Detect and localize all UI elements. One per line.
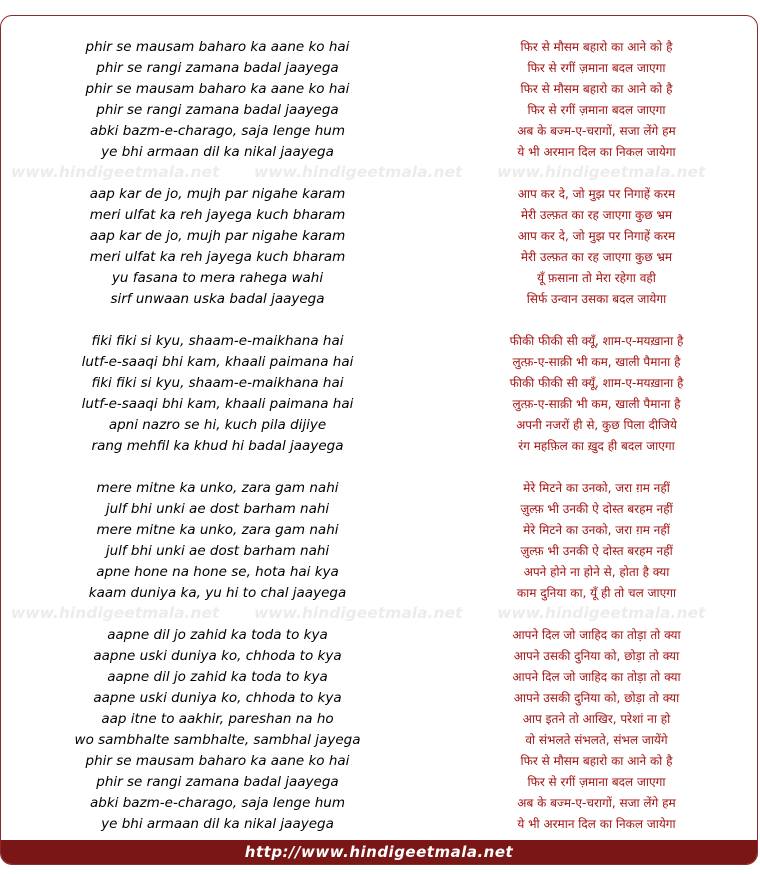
stanza-gap xyxy=(434,310,758,331)
lyric-line-roman: meri ulfat ka reh jayega kuch bharam xyxy=(89,249,346,265)
lyric-line-roman: phir se mausam baharo ka aane ko hai xyxy=(85,39,350,55)
watermark-text: www.hindigeetmala.net xyxy=(11,163,220,181)
lyric-line-roman: lutf-e-saaqi bhi kam, khaali paimana hai xyxy=(81,396,354,412)
stanza-gap xyxy=(434,457,758,478)
hindi-lyrics-column xyxy=(434,37,758,835)
lyric-line-hindi: अपनी नजरों ही से, कुछ पिला दीजिये xyxy=(516,418,677,432)
lyric-line-roman: phir se rangi zamana badal jaayega xyxy=(96,60,339,76)
lyric-line-roman: aapne dil jo zahid ka toda to kya xyxy=(107,669,328,685)
lyric-line-hindi: फिर से मौसम बहारो का आने को है xyxy=(520,40,673,54)
lyric-line-roman: aapne dil jo zahid ka toda to kya xyxy=(107,627,328,643)
lyric-line-roman: phir se mausam baharo ka aane ko hai xyxy=(85,753,350,769)
lyric-line-hindi: अब के बज्म-ए-चरागों, सजा लेंगे हम xyxy=(517,124,676,138)
lyric-line-roman: mere mitne ka unko, zara gam nahi xyxy=(96,522,339,538)
lyric-line-roman: apne hone na hone se, hota hai kya xyxy=(96,564,339,580)
lyric-line-hindi: ये भी अरमान दिल का निकल जायेगा xyxy=(517,817,676,831)
lyric-line-roman: aap itne to aakhir, pareshan na ho xyxy=(101,711,334,727)
lyric-line-hindi: यूँ फ़साना तो मेरा रहेगा वही xyxy=(537,271,656,285)
roman-lyrics-column xyxy=(1,37,434,835)
lyric-line-roman: meri ulfat ka reh jayega kuch bharam xyxy=(89,207,346,223)
lyric-line-roman: mere mitne ka unko, zara gam nahi xyxy=(96,480,339,496)
lyric-line-roman: aapne uski duniya ko, chhoda to kya xyxy=(93,648,342,664)
lyric-line-hindi: आपने दिल जो जाहिद का तोड़ा तो क्या xyxy=(512,670,681,684)
lyric-line-hindi: लुत्फ़-ए-साक़ी भी कम, खाली पैमाना है xyxy=(512,355,681,369)
watermark-text: www.hindigeetmala.net xyxy=(497,163,706,181)
lyric-line-roman: aap kar de jo, mujh par nigahe karam xyxy=(89,228,346,244)
watermark-text: www.hindigeetmala.net xyxy=(254,604,463,622)
lyric-line-roman: ye bhi armaan dil ka nikal jaayega xyxy=(101,816,334,832)
lyric-line-hindi: फिर से मौसम बहारो का आने को है xyxy=(520,754,673,768)
lyric-line-roman: lutf-e-saaqi bhi kam, khaali paimana hai xyxy=(81,354,354,370)
lyric-line-roman: fiki fiki si kyu, shaam-e-maikhana hai xyxy=(91,375,344,391)
lyric-line-hindi: अब के बज्म-ए-चरागों, सजा लेंगे हम xyxy=(517,796,676,810)
lyric-line-hindi: ये भी अरमान दिल का निकल जायेगा xyxy=(517,145,676,159)
lyric-line-roman: phir se rangi zamana badal jaayega xyxy=(96,774,339,790)
lyric-line-hindi: वो संभलते संभलते, संभल जायेंगे xyxy=(525,733,668,747)
lyric-line-roman: phir se mausam baharo ka aane ko hai xyxy=(85,81,350,97)
stanza-gap xyxy=(1,163,434,184)
lyric-line-hindi: फिर से रगीं ज़माना बदल जाएगा xyxy=(527,61,666,75)
lyric-line-hindi: मेरे मिटने का उनको, जरा ग़म नहीं xyxy=(523,481,670,495)
lyric-line-hindi: ज़ुल्फ़ भी उनकी ऐ दोस्त बरहम नहीं xyxy=(520,502,673,516)
lyric-line-hindi: सिर्फ उन्वान उसका बदल जायेगा xyxy=(526,292,667,306)
lyric-line-roman: phir se rangi zamana badal jaayega xyxy=(96,102,339,118)
lyric-line-roman: abki bazm-e-charago, saja lenge hum xyxy=(90,795,345,811)
lyric-line-hindi: अपने होने ना होने से, होता है क्या xyxy=(523,565,670,579)
stanza-gap xyxy=(1,310,434,331)
lyric-line-roman: kaam duniya ka, yu hi to chal jaayega xyxy=(88,585,347,601)
lyric-line-hindi: आपने दिल जो जाहिद का तोड़ा तो क्या xyxy=(512,628,681,642)
lyric-line-hindi: आपने उसकी दुनिया को, छोड़ा तो क्या xyxy=(513,649,680,663)
lyric-line-roman: abki bazm-e-charago, saja lenge hum xyxy=(90,123,345,139)
lyric-line-hindi: फिर से मौसम बहारो का आने को है xyxy=(520,82,673,96)
lyric-line-roman: fiki fiki si kyu, shaam-e-maikhana hai xyxy=(91,333,344,349)
stanza-gap xyxy=(1,604,434,625)
lyrics-frame xyxy=(0,15,758,865)
lyric-line-hindi: ज़ुल्फ़ भी उनकी ऐ दोस्त बरहम नहीं xyxy=(520,544,673,558)
lyric-line-roman: apni nazro se hi, kuch pila dijiye xyxy=(108,417,327,433)
lyric-line-hindi: लुत्फ़-ए-साक़ी भी कम, खाली पैमाना है xyxy=(512,397,681,411)
lyric-line-hindi: फिर से रगीं ज़माना बदल जाएगा xyxy=(527,775,666,789)
lyric-line-roman: aapne uski duniya ko, chhoda to kya xyxy=(93,690,342,706)
lyric-line-hindi: मेरी उल्फ़त का रह जाएगा कुछ भ्रम xyxy=(520,250,673,264)
lyric-line-roman: julf bhi unki ae dost barham nahi xyxy=(105,501,330,517)
lyric-line-hindi: फीकी फीकी सी क्यूँ, शाम-ए-मयख़ाना है xyxy=(509,376,684,390)
lyric-line-roman: sirf unwaan uska badal jaayega xyxy=(110,291,325,307)
stanza-gap xyxy=(434,604,758,625)
stanza-gap xyxy=(1,457,434,478)
lyric-line-hindi: रंग महफ़िल का ख़ुद ही बदल जाएगा xyxy=(518,439,675,453)
watermark-text: www.hindigeetmala.net xyxy=(497,604,706,622)
lyric-line-hindi: फीकी फीकी सी क्यूँ, शाम-ए-मयख़ाना है xyxy=(509,334,684,348)
lyric-line-hindi: आपने उसकी दुनिया को, छोड़ा तो क्या xyxy=(513,691,680,705)
lyric-line-hindi: मेरी उल्फ़त का रह जाएगा कुछ भ्रम xyxy=(520,208,673,222)
lyric-line-roman: wo sambhalte sambhalte, sambhal jayega xyxy=(74,732,361,748)
lyric-line-hindi: मेरे मिटने का उनको, जरा ग़म नहीं xyxy=(523,523,670,537)
lyric-line-hindi: आप इतने तो आखिर, परेशां ना हो xyxy=(522,712,671,726)
lyric-line-hindi: फिर से रगीं ज़माना बदल जाएगा xyxy=(527,103,666,117)
lyric-line-hindi: काम दुनिया का, यूँ ही तो चल जाएगा xyxy=(516,586,677,600)
watermark-text: www.hindigeetmala.net xyxy=(254,163,463,181)
lyric-line-roman: rang mehfil ka khud hi badal jaayega xyxy=(91,438,344,454)
lyric-line-roman: aap kar de jo, mujh par nigahe karam xyxy=(89,186,346,202)
lyric-line-roman: ye bhi armaan dil ka nikal jaayega xyxy=(101,144,334,160)
stanza-gap xyxy=(434,163,758,184)
lyric-line-hindi: आप कर दे, जो मुझ पर निगाहें करम xyxy=(517,187,676,201)
watermark-text: www.hindigeetmala.net xyxy=(11,604,220,622)
lyric-line-roman: yu fasana to mera rahega wahi xyxy=(111,270,324,286)
lyric-line-hindi: आप कर दे, जो मुझ पर निगाहें करम xyxy=(517,229,676,243)
lyric-line-roman: julf bhi unki ae dost barham nahi xyxy=(105,543,330,559)
footer-url[interactable]: http://www.hindigeetmala.net xyxy=(1,840,757,864)
